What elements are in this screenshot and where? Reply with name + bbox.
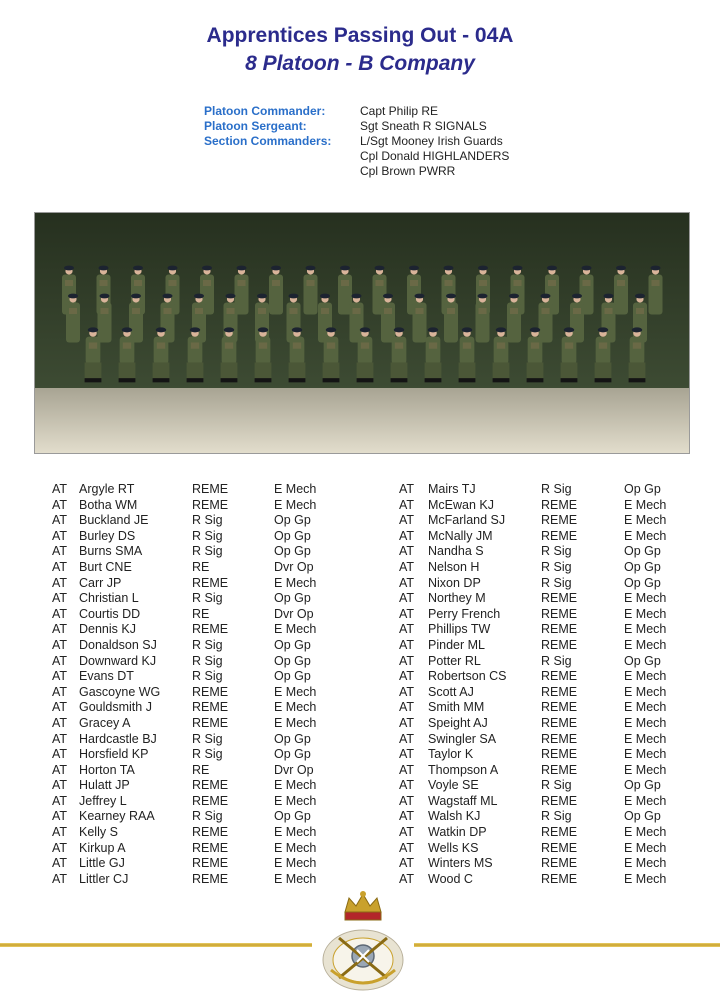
group-photo-figures — [35, 213, 689, 453]
roster-corps: R Sig — [541, 559, 572, 574]
roster-rank: AT — [399, 482, 415, 496]
group-photo — [34, 212, 690, 454]
roster-trade: E Mech — [274, 778, 317, 793]
roster-trade: Op Gp — [274, 669, 311, 684]
roster-corps: REME — [541, 747, 578, 762]
roster-rank: AT — [399, 653, 415, 668]
roster-trade: E Mech — [624, 669, 667, 684]
roster-name: Kelly S — [79, 825, 118, 840]
roster-name: Robertson CS — [428, 669, 507, 684]
roster-rank: AT — [399, 559, 415, 574]
roster-rank: AT — [399, 762, 415, 777]
roster-trade: E Mech — [274, 793, 317, 808]
roster-trade: E Mech — [624, 793, 667, 808]
roster-trade: Op Gp — [274, 809, 311, 824]
roster-name: Christian L — [79, 591, 139, 606]
roster-rank: AT — [52, 513, 68, 528]
roster-rank: AT — [399, 575, 415, 590]
roster-name: Jeffrey L — [79, 793, 127, 808]
roster-name: Wagstaff ML — [428, 793, 498, 808]
roster-trade: Op Gp — [274, 747, 311, 762]
roster-trade: E Mech — [274, 482, 317, 496]
roster-name: Horton TA — [79, 762, 135, 777]
roster-corps: RE — [192, 559, 210, 574]
roster-trade: Op Gp — [624, 809, 661, 824]
roster-corps: REME — [192, 793, 229, 808]
roster-corps: REME — [541, 591, 578, 606]
roster-name: Donaldson SJ — [79, 637, 157, 652]
roster-trade: E Mech — [274, 622, 317, 637]
roster-rank: AT — [399, 825, 415, 840]
roster-trade: Op Gp — [624, 559, 661, 574]
roster-name: Potter RL — [428, 653, 481, 668]
roster-name: McEwan KJ — [428, 497, 494, 512]
roster-trade: E Mech — [624, 840, 667, 855]
roster-corps: R Sig — [192, 528, 223, 543]
roster-name: Argyle RT — [79, 482, 135, 496]
roster-corps: REME — [192, 778, 229, 793]
roster-corps: REME — [541, 700, 578, 715]
roster-name: Courtis DD — [79, 606, 141, 621]
roster-rank: AT — [399, 731, 415, 746]
roster-rank: AT — [52, 622, 68, 637]
roster-name: Northey M — [428, 591, 486, 606]
roster-corps: REME — [192, 871, 229, 886]
roster-name: Phillips TW — [428, 622, 491, 637]
roster-trade: E Mech — [274, 684, 317, 699]
roster-rank: AT — [399, 513, 415, 528]
roster-rank: AT — [52, 684, 68, 699]
roster-corps: REME — [541, 637, 578, 652]
roster-name: Downward KJ — [79, 653, 157, 668]
roster-rank: AT — [399, 793, 415, 808]
roster-rank: AT — [399, 840, 415, 855]
roster-name: Gracey A — [79, 715, 131, 730]
roster-name: Buckland JE — [79, 513, 149, 528]
roster-name: Thompson A — [428, 762, 499, 777]
roster-trade: E Mech — [274, 497, 317, 512]
roster-corps: REME — [541, 793, 578, 808]
roster-trade: Op Gp — [274, 544, 311, 559]
roster-name: Gascoyne WG — [79, 684, 161, 699]
roster-corps: REME — [192, 497, 229, 512]
roster-rank: AT — [52, 700, 68, 715]
roster-name: Swingler SA — [428, 731, 497, 746]
roster-corps: REME — [541, 497, 578, 512]
roster-rank: AT — [399, 544, 415, 559]
roster-trade: E Mech — [274, 700, 317, 715]
roster-rank: AT — [52, 497, 68, 512]
roster-rank: AT — [52, 637, 68, 652]
roster-rank: AT — [52, 606, 68, 621]
roster-corps: RE — [192, 762, 210, 777]
roster-rank: AT — [399, 497, 415, 512]
staff-name: Capt Philip RE — [360, 104, 439, 118]
roster-corps: REME — [192, 700, 229, 715]
roster-rank: AT — [52, 793, 68, 808]
roster-trade: E Mech — [624, 700, 667, 715]
roster-name: Burns SMA — [79, 544, 143, 559]
roster-rank: AT — [52, 840, 68, 855]
roster-trade: E Mech — [624, 747, 667, 762]
roster-name: Watkin DP — [428, 825, 487, 840]
roster-rank: AT — [399, 637, 415, 652]
roster-corps: REME — [192, 715, 229, 730]
roster-trade: E Mech — [274, 825, 317, 840]
roster-trade: E Mech — [274, 715, 317, 730]
roster-rank: AT — [399, 715, 415, 730]
roster-rank: AT — [399, 684, 415, 699]
roster-rank: AT — [52, 731, 68, 746]
roster-corps: REME — [541, 840, 578, 855]
roster-corps: REME — [541, 669, 578, 684]
roster-corps: REME — [541, 856, 578, 871]
roster-rank: AT — [52, 482, 68, 496]
roster-trade: E Mech — [624, 762, 667, 777]
roster-trade: Op Gp — [274, 591, 311, 606]
roster-name: Burt CNE — [79, 559, 132, 574]
roster-rank: AT — [399, 622, 415, 637]
roster-trade: E Mech — [624, 513, 667, 528]
page-title: Apprentices Passing Out - 04A — [206, 24, 514, 47]
roster-name: Littler CJ — [79, 871, 129, 886]
roster-name: Walsh KJ — [428, 809, 481, 824]
roster-corps: REME — [541, 684, 578, 699]
roster-trade: E Mech — [624, 591, 667, 606]
roster-name: Pinder ML — [428, 637, 485, 652]
roster-name: Hulatt JP — [79, 778, 130, 793]
roster-corps: REME — [192, 840, 229, 855]
roster-corps: REME — [541, 871, 578, 886]
roster-rank: AT — [52, 809, 68, 824]
roster-corps: REME — [541, 762, 578, 777]
roster-trade: Op Gp — [274, 528, 311, 543]
roster-trade: Dvr Op — [274, 559, 314, 574]
roster-rank: AT — [52, 544, 68, 559]
roster-corps: REME — [541, 513, 578, 528]
staff-name: Cpl Donald HIGHLANDERS — [360, 149, 510, 163]
staff-name: Sgt Sneath R SIGNALS — [360, 119, 487, 133]
roster-name: McFarland SJ — [428, 513, 506, 528]
roster-corps: REME — [541, 606, 578, 621]
roster-rank: AT — [399, 669, 415, 684]
roster-trade: E Mech — [624, 637, 667, 652]
roster-corps: REME — [192, 856, 229, 871]
roster-trade: E Mech — [274, 575, 317, 590]
roster-rank: AT — [52, 871, 68, 886]
roster-rank: AT — [52, 856, 68, 871]
roster-trade: Op Gp — [624, 544, 661, 559]
roster-name: McNally JM — [428, 528, 493, 543]
roster-rank: AT — [399, 591, 415, 606]
roster-rank: AT — [52, 591, 68, 606]
roster-rank: AT — [52, 559, 68, 574]
roster-name: Voyle SE — [428, 778, 479, 793]
roster-name: Evans DT — [79, 669, 134, 684]
roster-corps: R Sig — [192, 747, 223, 762]
roster-rank: AT — [52, 575, 68, 590]
roster-name: Hardcastle BJ — [79, 731, 157, 746]
staff-role: Platoon Sergeant: — [204, 119, 307, 133]
roster-rank: AT — [52, 747, 68, 762]
roster-rank: AT — [399, 778, 415, 793]
roster-corps: REME — [541, 715, 578, 730]
roster-rank: AT — [52, 825, 68, 840]
roster-corps: R Sig — [541, 778, 572, 793]
roster-corps: R Sig — [192, 637, 223, 652]
roster-trade: Op Gp — [624, 778, 661, 793]
roster-trade: Op Gp — [624, 653, 661, 668]
roster-name: Kirkup A — [79, 840, 126, 855]
roster-name: Mairs TJ — [428, 482, 476, 496]
roster-trade: E Mech — [624, 731, 667, 746]
roster-corps: R Sig — [541, 544, 572, 559]
roster-corps: R Sig — [192, 669, 223, 684]
roster-corps: R Sig — [541, 809, 572, 824]
staff-roles — [204, 104, 331, 149]
roster-trade: E Mech — [624, 497, 667, 512]
roster-name: Taylor K — [428, 747, 474, 762]
roster-rank: AT — [399, 700, 415, 715]
roster-trade: E Mech — [624, 715, 667, 730]
roster-rank: AT — [52, 653, 68, 668]
roster-corps: R Sig — [192, 591, 223, 606]
roster-corps: R Sig — [192, 809, 223, 824]
roster-trade: Op Gp — [624, 482, 661, 496]
roster-rank: AT — [399, 747, 415, 762]
gold-rule-left — [0, 943, 312, 947]
roster-trade: E Mech — [624, 622, 667, 637]
roster-rank: AT — [52, 762, 68, 777]
roster-trade: Dvr Op — [274, 606, 314, 621]
roster-name: Gouldsmith J — [79, 700, 152, 715]
roster-rank: AT — [52, 669, 68, 684]
crest-icon — [317, 890, 409, 994]
roster-name: Perry French — [428, 606, 501, 621]
roster-name: Winters MS — [428, 856, 493, 871]
roster-trade: Op Gp — [274, 653, 311, 668]
roster-corps: REME — [541, 528, 578, 543]
roster-rank: AT — [399, 809, 415, 824]
roster-corps: R Sig — [192, 653, 223, 668]
roster-trade: E Mech — [274, 856, 317, 871]
roster-trade: E Mech — [624, 684, 667, 699]
roster-corps: REME — [192, 482, 229, 496]
staff-role: Section Commanders: — [204, 134, 332, 148]
roster-corps: REME — [192, 622, 229, 637]
roster-trade: E Mech — [274, 840, 317, 855]
roster-trade: Op Gp — [274, 637, 311, 652]
roster-name: Horsfield KP — [79, 747, 149, 762]
roster-corps: REME — [541, 731, 578, 746]
roster-rank: AT — [399, 871, 415, 886]
roster-rank: AT — [52, 528, 68, 543]
roster-name: Speight AJ — [428, 715, 488, 730]
roster-trade: E Mech — [624, 528, 667, 543]
roster-name: Wood C — [428, 871, 473, 886]
roster-trade: Dvr Op — [274, 762, 314, 777]
roster-name: Scott AJ — [428, 684, 474, 699]
roster-name: Little GJ — [79, 856, 125, 871]
roster-trade: E Mech — [624, 871, 667, 886]
roster-rank: AT — [52, 778, 68, 793]
roster-corps: R Sig — [192, 513, 223, 528]
staff-name: L/Sgt Mooney Irish Guards — [360, 134, 503, 148]
staff-names — [360, 104, 509, 179]
staff-name: Cpl Brown PWRR — [360, 164, 456, 178]
roster-name: Smith MM — [428, 700, 485, 715]
roster-name: Nelson H — [428, 559, 480, 574]
roster-corps: R Sig — [541, 575, 572, 590]
roster-trade: E Mech — [624, 825, 667, 840]
roster-corps: R Sig — [541, 482, 572, 496]
roster-trade: E Mech — [624, 856, 667, 871]
staff-role: Platoon Commander: — [204, 104, 326, 118]
roster-name: Dennis KJ — [79, 622, 136, 637]
roster-name: Nandha S — [428, 544, 484, 559]
roster-name: Nixon DP — [428, 575, 481, 590]
roster-trade: Op Gp — [274, 731, 311, 746]
roster-trade: Op Gp — [274, 513, 311, 528]
roster-name: Botha WM — [79, 497, 138, 512]
roster-corps: REME — [541, 825, 578, 840]
roster-trade: E Mech — [624, 606, 667, 621]
roster-trade: Op Gp — [624, 575, 661, 590]
roster-rank: AT — [52, 715, 68, 730]
roster-name: Kearney RAA — [79, 809, 155, 824]
roster-corps: REME — [192, 575, 229, 590]
page-subtitle: 8 Platoon - B Company — [245, 52, 475, 75]
roster-corps: R Sig — [541, 653, 572, 668]
roster-name: Carr JP — [79, 575, 122, 590]
roster-corps: REME — [541, 622, 578, 637]
roster-corps: R Sig — [192, 544, 223, 559]
roster-name: Burley DS — [79, 528, 136, 543]
roster-corps: R Sig — [192, 731, 223, 746]
roster-rank: AT — [399, 856, 415, 871]
roster-corps: REME — [192, 684, 229, 699]
roster-rank: AT — [399, 528, 415, 543]
roster-rank: AT — [399, 606, 415, 621]
roster-name: Wells KS — [428, 840, 479, 855]
roster-corps: REME — [192, 825, 229, 840]
roster-corps: RE — [192, 606, 210, 621]
gold-rule-right — [414, 943, 720, 947]
roster-trade: E Mech — [274, 871, 317, 886]
